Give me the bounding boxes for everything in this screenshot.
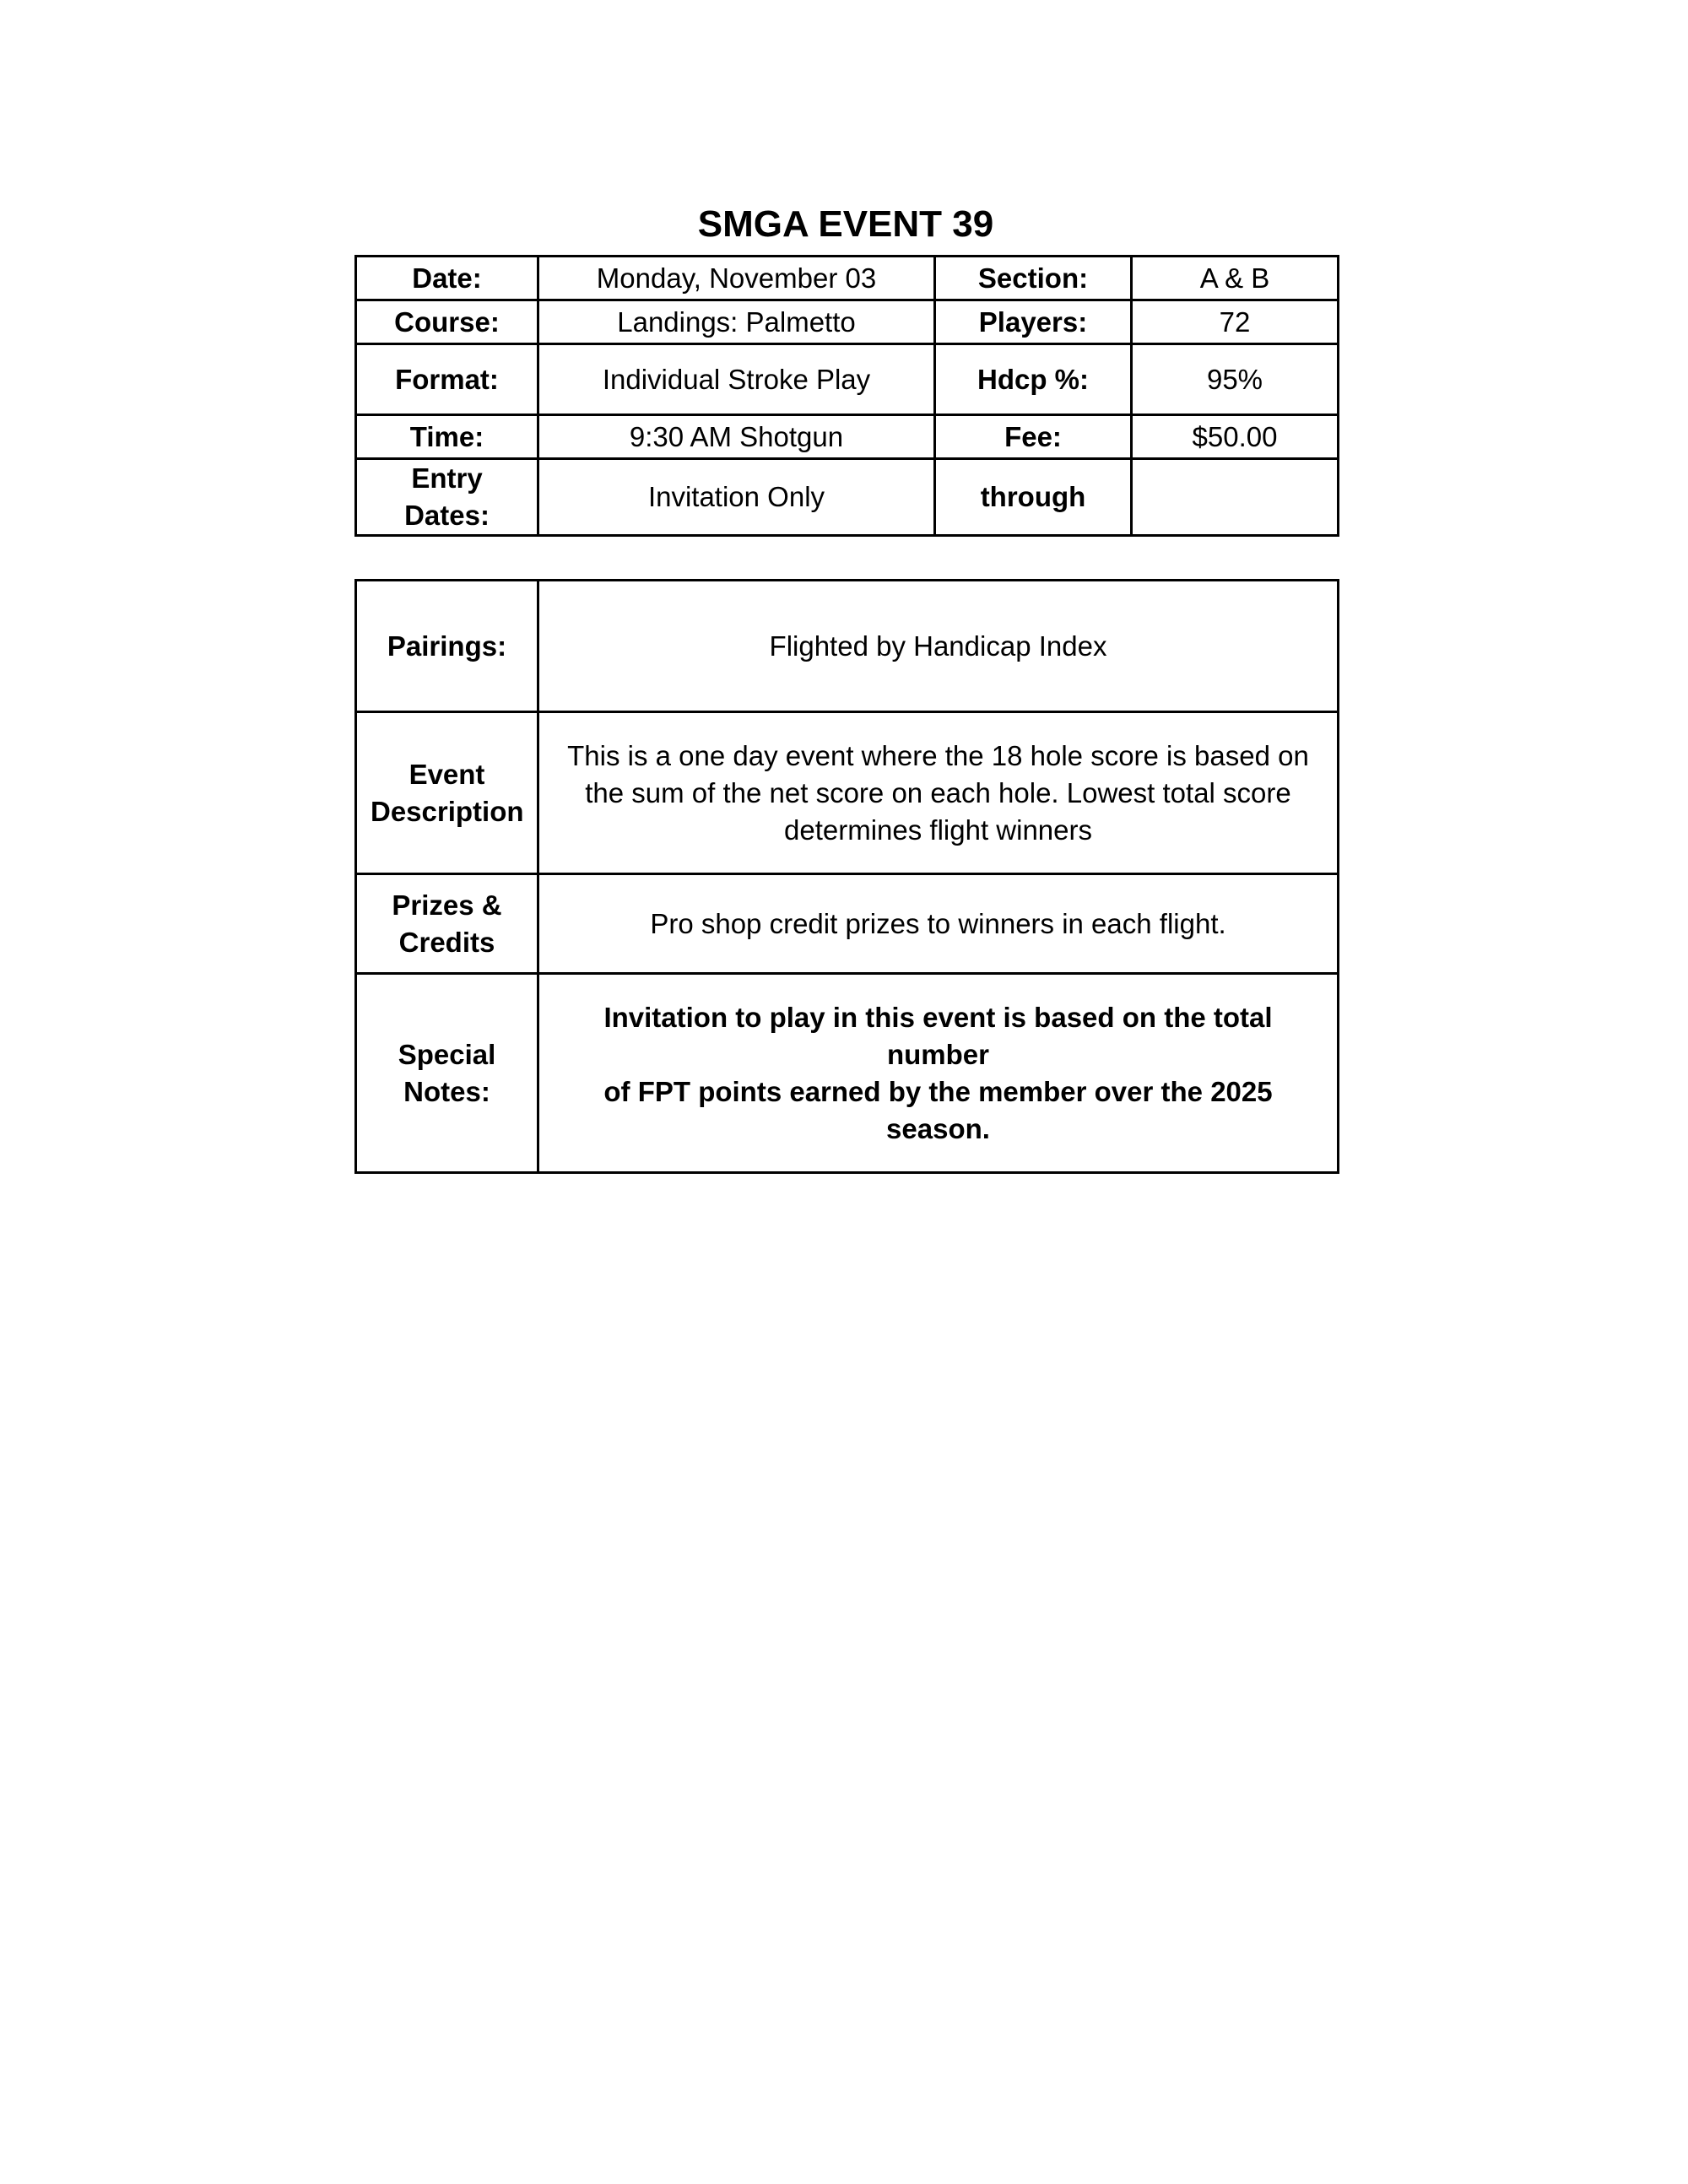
format-value: Individual Stroke Play (538, 344, 935, 415)
through-value (1132, 459, 1339, 536)
special-notes-line1: Invitation to play in this event is based on the total number (603, 1001, 1273, 1070)
pairings-label: Pairings: (356, 581, 538, 712)
prizes-credits-row (356, 874, 1339, 974)
event-description-line3: determines flight winners (784, 814, 1092, 846)
fee-value: $50.00 (1132, 415, 1339, 459)
event-description-value (538, 712, 1339, 874)
time-value: 9:30 AM Shotgun (538, 415, 935, 459)
fee-label: Fee: (935, 415, 1132, 459)
course-row (356, 300, 1339, 344)
entry-dates-value: Invitation Only (538, 459, 935, 536)
page-title: SMGA EVENT 39 (697, 203, 994, 245)
date-value: Monday, November 03 (538, 257, 935, 300)
special-notes-label (356, 974, 538, 1173)
event-description-label-line2: Description (371, 795, 524, 827)
entry-dates-label (356, 459, 538, 536)
format-label: Format: (356, 344, 538, 415)
special-notes-label-line2: Notes: (403, 1075, 490, 1107)
event-description-label (356, 712, 538, 874)
pairings-value: Flighted by Handicap Index (538, 581, 1339, 712)
event-summary-table (354, 255, 1339, 537)
time-label: Time: (356, 415, 538, 459)
course-label: Course: (356, 300, 538, 344)
prizes-credits-label-line1: Prizes & (392, 889, 502, 921)
entry-dates-label-line1: Entry (411, 462, 483, 494)
format-row (356, 344, 1339, 415)
event-description-line2: the sum of the net score on each hole. Lowest total score (585, 776, 1291, 808)
players-value: 72 (1132, 300, 1339, 344)
date-label: Date: (356, 257, 538, 300)
event-details-table (354, 579, 1339, 1174)
special-notes-value (538, 974, 1339, 1173)
special-notes-row (356, 974, 1339, 1173)
time-row (356, 415, 1339, 459)
prizes-credits-value: Pro shop credit prizes to winners in each flight. (538, 874, 1339, 974)
section-label: Section: (935, 257, 1132, 300)
special-notes-label-line1: Special (398, 1038, 496, 1070)
date-row (356, 257, 1339, 300)
event-description-line1: This is a one day event where the 18 hole score is based on (567, 739, 1309, 771)
event-description-row (356, 712, 1339, 874)
event-description-label-line1: Event (408, 758, 485, 790)
entry-dates-row (356, 459, 1339, 536)
through-label: through (935, 459, 1132, 536)
special-notes-line2: of FPT points earned by the member over the 2025 season. (603, 1075, 1273, 1144)
players-label: Players: (935, 300, 1132, 344)
pairings-row (356, 581, 1339, 712)
section-value: A & B (1132, 257, 1339, 300)
prizes-credits-label-line2: Credits (398, 926, 495, 958)
hdcp-label: Hdcp %: (935, 344, 1132, 415)
entry-dates-label-line2: Dates: (404, 500, 490, 531)
prizes-credits-label (356, 874, 538, 974)
course-value: Landings: Palmetto (538, 300, 935, 344)
hdcp-value: 95% (1132, 344, 1339, 415)
